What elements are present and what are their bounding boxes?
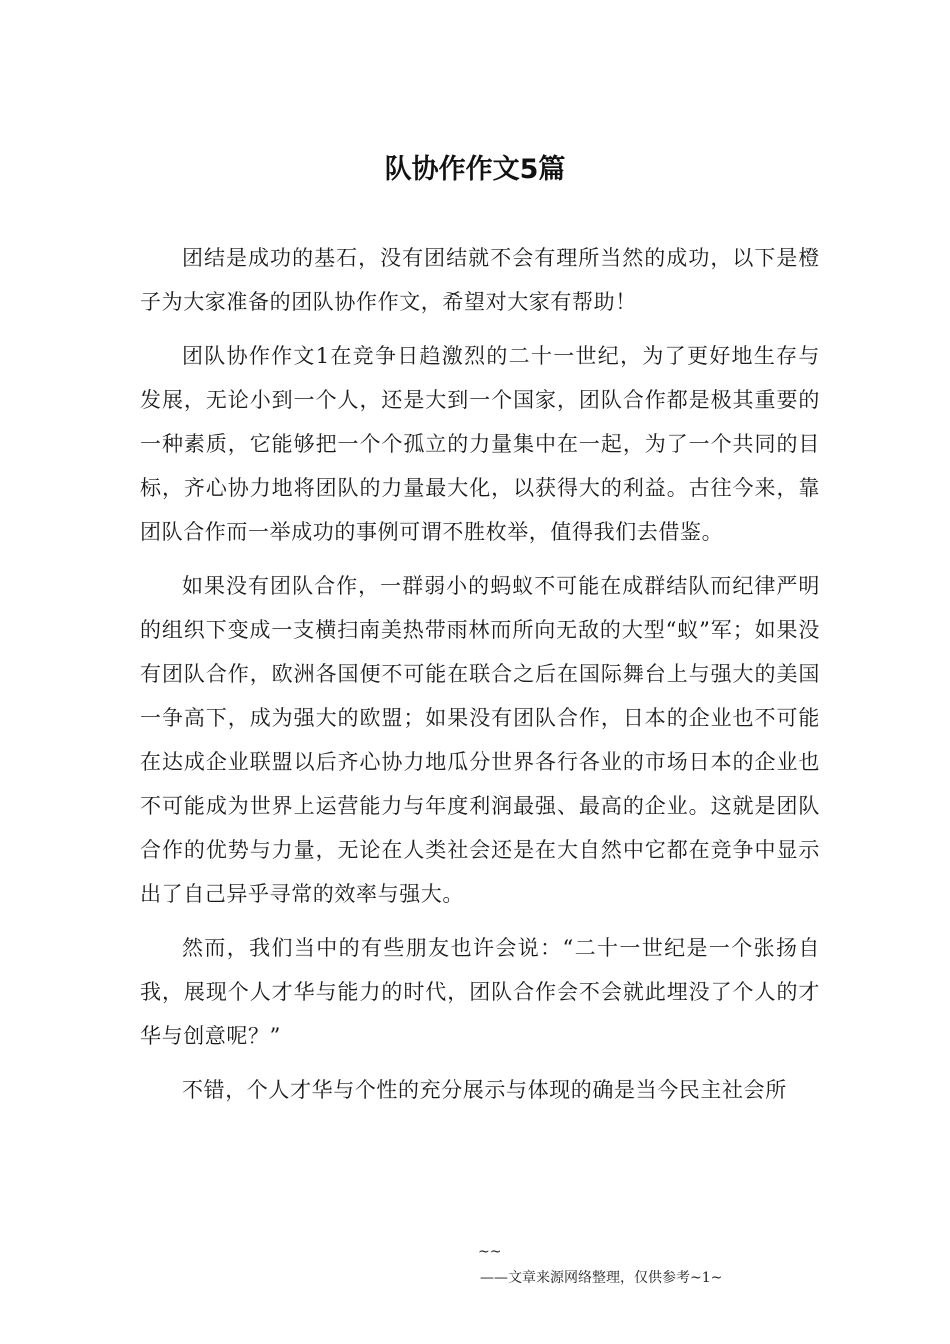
document-title: 队协作作文5篇 <box>384 154 566 185</box>
paragraph-objection: 然而，我们当中的有些朋友也许会说：“二十一世纪是一个张扬自我，展现个人才华与能力的时代，团队合作会不会就此埋没了个人的才华与创意呢？” <box>140 936 820 1048</box>
paragraph-essay-1-opening: 团队协作作文1在竞争日趋激烈的二十一世纪，为了更好地生存与发展，无论小到一个人，还是大到一个国家，团队合作都是极其重要的一种素质，它能够把一个个孤立的力量集中在一起，为了一个共同的目标，齐心协力地将团队的力量最大化，以获得大的利益。古往今来，靠团队合作而一举成功的事例可谓不胜枚举，值得我们去借鉴。 <box>140 344 820 544</box>
footer-mark: ~~ <box>478 1244 502 1260</box>
document-body <box>140 236 820 1112</box>
paragraph-intro: 团结是成功的基石，没有团结就不会有理所当然的成功，以下是橙子为大家准备的团队协作作文，希望对大家有帮助！ <box>140 246 820 314</box>
footer-source-note: ——文章来源网络整理，仅供参考~1~ <box>480 1270 723 1286</box>
paragraph-response: 不错，个人才华与个性的充分展示与体现的确是当今民主社会所 <box>182 1078 787 1102</box>
paragraph-examples: 如果没有团队合作，一群弱小的蚂蚁不可能在成群结队而纪律严明的组织下变成一支横扫南美热带雨林而所向无敌的大型“蚁”军；如果没有团队合作，欧洲各国便不可能在联合之后在国际舞台上与强大的美国一争高下，成为强大的欧盟；如果没有团队合作，日本的企业也不可能在达成企业联盟以后齐心协力地瓜分世界各行各业的市场日本的企业也不可能成为世界上运营能力与年度利润最强、最高的企业。这就是团队合作的优势与力量，无论在人类社会还是在大自然中它都在竞争中显示出了自己异乎寻常的效率与强大。 <box>140 574 820 906</box>
